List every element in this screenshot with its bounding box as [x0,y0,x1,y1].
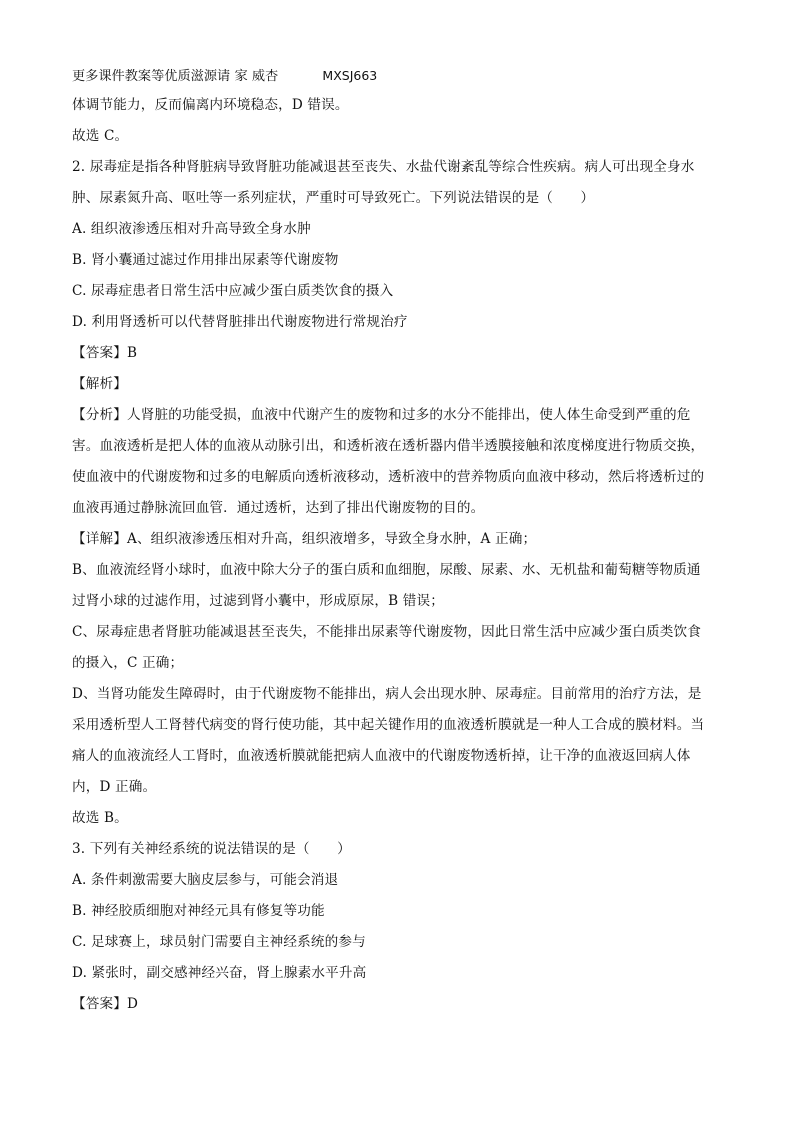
promo-code: MXSJ663 [322,68,378,83]
text-line: 害。血液透析是把人体的血液从动脉引出，和透析液在透析器内借半透膜接触和浓度梯度进行物质交换， [72,438,705,454]
text-line: D. 紧张时，副交感神经兴奋，肾上腺素水平升高 [72,965,367,981]
text-line: C、尿毒症患者肾脏功能减退甚至丧失，不能排出尿素等代谢废物，因此日常生活中应减少蛋白质类饮食 [72,624,702,640]
document-content [72,62,722,1020]
text-line: B. 肾小囊通过滤过作用排出尿素等代谢废物 [72,252,339,268]
text-line: D、当肾功能发生障碍时，由于代谢废物不能排出，病人会出现水肿、尿毒症。目前常用的治疗方法，是 [72,686,702,702]
text-line: B. 神经胶质细胞对神经元具有修复等功能 [72,903,325,919]
text-line: 2. 尿毒症是指各种肾脏病导致肾脏功能减退甚至丧失、水盐代谢紊乱等综合性疾病。病人可出现全身水 [72,159,695,175]
text-line: C. 尿毒症患者日常生活中应减少蛋白质类饮食的摄入 [72,283,394,299]
body-text [72,90,722,1020]
promo-text: 更多课件教案等优质滋源请 家 威杏 [72,69,279,84]
text-line: 【分析】人肾脏的功能受损，血液中代谢产生的废物和过多的水分不能排出，使人体生命受到严重的危 [72,407,691,423]
text-line: 的摄入，C 正确； [72,655,184,671]
text-line: 故选 B。 [72,810,128,826]
text-line: A. 组织液渗透压相对升高导致全身水肿 [72,221,311,237]
text-line: 【答案】D [72,996,139,1012]
text-line: A. 条件刺激需要大脑皮层参与，可能会消退 [72,872,339,888]
text-line: 采用透析型人工肾替代病变的肾行使功能，其中起关键作用的血液透析膜就是一种人工合成的膜材料。当 [72,717,705,733]
text-line: 【解析】 [72,376,127,392]
text-line: 3. 下列有关神经系统的说法错误的是（ ） [72,841,351,857]
text-line: 【答案】B [72,345,138,361]
text-line: 血液再通过静脉流回血管．通过透析，达到了排出代谢废物的目的。 [72,500,485,516]
text-line: D. 利用肾透析可以代替肾脏排出代谢废物进行常规治疗 [72,314,408,330]
text-line: 过肾小球的过滤作用，过滤到肾小囊中，形成原尿，B 错误； [72,593,444,609]
text-line: B、血液流经肾小球时，血液中除大分子的蛋白质和血细胞，尿酸、尿素、水、无机盐和葡萄糖等物质通 [72,562,701,578]
text-line: C. 足球赛上，球员射门需要自主神经系统的参与 [72,934,366,950]
text-line: 故选 C。 [72,128,129,144]
promo-header [72,62,722,90]
text-line: 内，D 正确。 [72,779,157,795]
text-line: 【详解】A、组织液渗透压相对升高，组织液增多，导致全身水肿，A 正确； [72,531,537,547]
text-line: 痛人的血液流经人工肾时，血液透析膜就能把病人血液中的代谢废物透析掉，让干净的血液返回病人体 [72,748,691,764]
text-line: 肿、尿素氮升高、呕吐等一系列症状，严重时可导致死亡。下列说法错误的是（ ） [72,190,595,206]
text-line: 体调节能力，反而偏离内环境稳态，D 错误。 [72,97,349,113]
text-line: 使血液中的代谢废物和过多的电解质向透析液移动，透析液中的营养物质向血液中移动，然后将透析过的 [72,469,705,485]
